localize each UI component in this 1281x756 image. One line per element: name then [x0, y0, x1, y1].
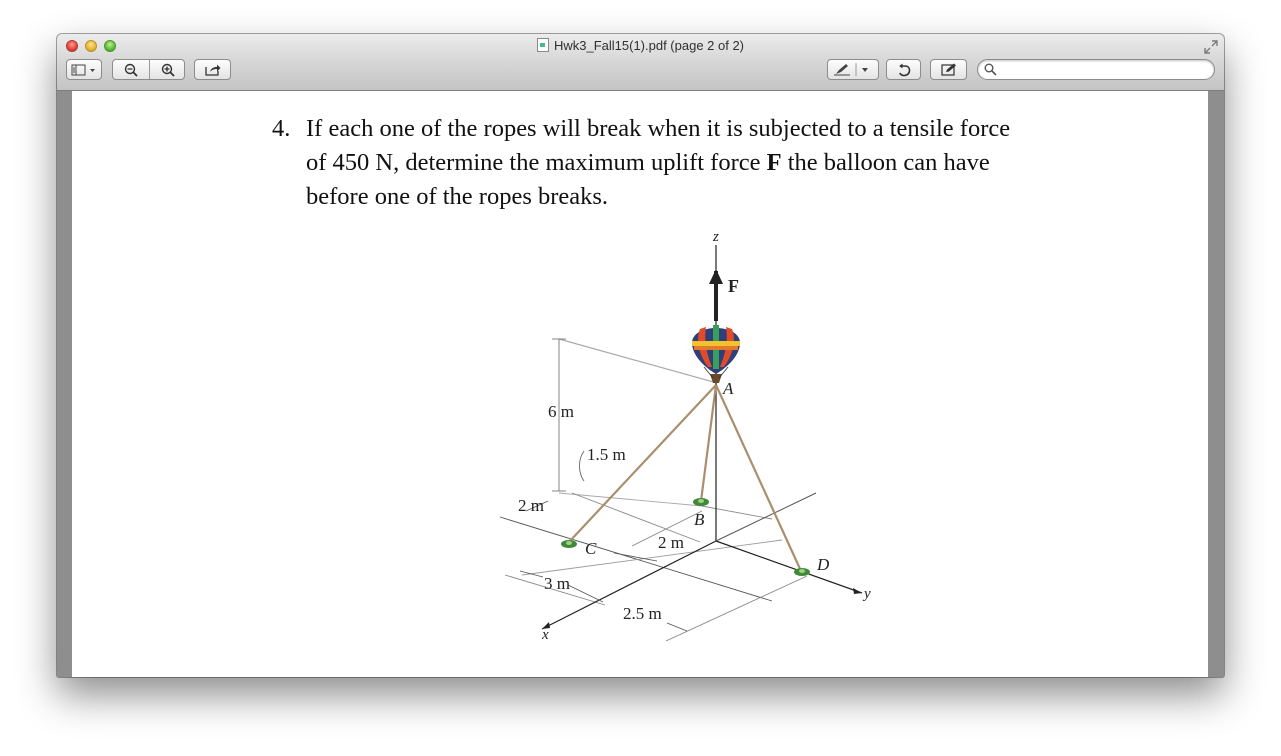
point-b-label: B — [694, 510, 705, 529]
y-axis-label: y — [864, 586, 871, 602]
grid-line — [500, 517, 772, 601]
search-input[interactable] — [1000, 62, 1205, 77]
pdf-document-icon — [537, 38, 549, 52]
zoom-in-icon — [161, 63, 175, 77]
x-axis-label: x — [542, 627, 549, 643]
balloon-rope-diagram — [72, 91, 1208, 677]
zoom-out-icon — [124, 63, 138, 77]
anchor-d — [794, 568, 810, 576]
point-c-label: C — [585, 539, 597, 558]
grid-line — [559, 493, 702, 506]
rope-ab — [701, 385, 716, 501]
annotate-button[interactable] — [827, 59, 879, 80]
zoom-segmented-control — [112, 59, 185, 80]
negative-y-axis — [716, 493, 816, 541]
force-symbol: F — [766, 149, 782, 176]
rotate-button[interactable] — [886, 59, 921, 80]
grid-line — [702, 506, 772, 519]
problem-line-2-end: the balloon can have — [781, 149, 990, 176]
share-icon — [205, 63, 221, 76]
edit-pencil-icon — [941, 63, 957, 76]
dim-6m-label: 6 m — [548, 402, 574, 421]
grid-line — [666, 576, 807, 641]
point-a-label: A — [723, 379, 734, 398]
z-axis-label: z — [713, 229, 719, 245]
hot-air-balloon — [692, 325, 740, 383]
force-arrow-head — [709, 269, 723, 284]
anchor-b — [693, 498, 709, 506]
fullscreen-icon[interactable] — [1204, 39, 1218, 53]
zoom-in-button[interactable] — [150, 60, 186, 79]
title-bar[interactable] — [57, 34, 1224, 91]
search-icon — [984, 63, 997, 76]
problem-number: 4. — [272, 115, 291, 142]
window-title-text: Hwk3_Fall15(1).pdf (page 2 of 2) — [553, 38, 745, 53]
zoom-out-button[interactable] — [113, 60, 149, 79]
dim-3m-label: 3 m — [544, 574, 570, 593]
anchor-c — [561, 540, 577, 548]
dim-2m-left-label: 2 m — [518, 496, 544, 515]
angle-arc — [580, 451, 585, 481]
point-d-label: D — [817, 555, 830, 574]
dim-line — [667, 623, 687, 631]
dim-line — [520, 571, 543, 577]
rotate-icon — [897, 63, 911, 77]
search-field[interactable] — [977, 59, 1215, 80]
preview-window — [57, 34, 1224, 677]
problem-line-3: before one of the ropes breaks. — [306, 183, 609, 210]
y-axis — [716, 541, 862, 593]
window-title — [57, 38, 1224, 53]
problem-line-1: If each one of the ropes will break when it is subjected to a tensile force — [306, 115, 1011, 142]
pdf-page — [72, 91, 1208, 677]
share-button[interactable] — [194, 59, 231, 80]
dim-2m-mid-label: 2 m — [658, 533, 684, 552]
edit-toolbar-button[interactable] — [930, 59, 967, 80]
annotate-pen-icon — [832, 63, 874, 76]
y-axis-arrow — [853, 588, 862, 594]
grid-line — [522, 540, 782, 575]
problem-line-2-start: of 450 N, determine the maximum uplift force — [306, 149, 761, 176]
document-area[interactable] — [57, 91, 1224, 677]
sidebar-icon — [71, 64, 97, 76]
force-label: F — [728, 276, 739, 296]
dim-2-5m-label: 2.5 m — [623, 604, 662, 623]
sidebar-view-button[interactable] — [66, 59, 102, 80]
dim-1-5m-label: 1.5 m — [587, 445, 626, 464]
